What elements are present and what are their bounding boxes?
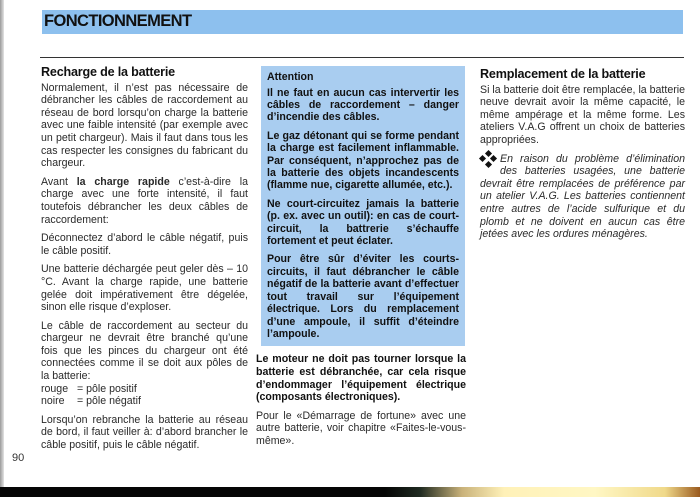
page-edge-shadow: [0, 0, 4, 488]
attention-paragraph: Le gaz détonant qui se forme pendant la charge est facilement inflammable. Par conséquent, n’approchez pas de la batterie des objets incandescents (flamme nue, cigarette allumée, etc.).: [267, 129, 459, 192]
bold-term: la charge rapide: [76, 175, 170, 188]
environment-diamonds-icon: [480, 151, 496, 167]
pole-color: rouge: [41, 382, 69, 395]
heading-replacement: Remplacement de la batterie: [480, 67, 646, 81]
pole-row: [41, 383, 248, 396]
header-divider: [40, 57, 684, 58]
attention-paragraph: Pour être sûr d’éviter les courts-circuits, il faut débrancher le câble négatif de la batterie avant d’effectuer tout travail sur l’équipement électrique. Lors du remplacement d’une ampoule, il suffit d’éteindre l’ampoule.: [267, 253, 459, 340]
environment-note-text: En raison du problème d’élimination des batteries usagées, une batterie devrait être remplacées de préférence par un atelier V.A.G. Les batteries contiennent entre autres de l’acide sulfurique et du plomb et ne doivent en aucun cas être jetées avec les ordures ménagères.: [480, 152, 685, 241]
page-number: 90: [12, 452, 25, 464]
scan-bottom-edge: [0, 487, 700, 497]
pole-meaning: = pôle négatif: [77, 395, 141, 408]
text: c’est-à-dire la charge avec une forte intensité, il faut toutefois débrancher les deux câbles de raccordement:: [41, 175, 248, 226]
right-column: [480, 68, 685, 247]
paragraph-emergency-start: Pour le «Démarrage de fortune» avec une autre batterie, voir chapitre «Faites-le-vous-même».: [256, 409, 466, 447]
pole-row: [41, 395, 248, 408]
pole-meaning: = pôle positif: [77, 382, 137, 395]
section-header-bar: [42, 10, 683, 34]
paragraph-fast-charge: [41, 176, 248, 226]
section-title: FONCTIONNEMENT: [44, 12, 192, 30]
text: Avant: [41, 175, 77, 188]
paragraph: Une batterie déchargée peut geler dès – 10 °C. Avant la charge rapide, une batterie gelée doit impérativement être dégelée, sinon elle risque d’exploser.: [41, 263, 248, 314]
text: Le câble de raccordement au secteur du chargeur ne devrait être branché qu’une fois que les pinces du chargeur ont été connectées comme il se doit aux pôles de la batterie:: [41, 319, 248, 383]
heading-recharge: Recharge de la batterie: [41, 65, 175, 79]
middle-column: [256, 66, 466, 453]
paragraph: Lorsqu’on rebranche la batterie au réseau de bord, il faut veiller à: d’abord brancher le câble positif, puis le câble négatif.: [41, 413, 248, 452]
left-column: [41, 65, 248, 458]
attention-paragraph: Il ne faut en aucun cas intervertir les câbles de raccordement – danger d’incendie des câbles.: [267, 86, 459, 124]
engine-warning: Le moteur ne doit pas tourner lorsque la batterie est débranchée, car cela risque d’endommager l’équipement électrique (composants électroniques).: [256, 353, 466, 404]
attention-title: Attention: [267, 71, 314, 83]
environment-note: [480, 153, 685, 241]
paragraph: Si la batterie doit être remplacée, la batterie neuve devrait avoir la même capacité, le même ampérage et la même forme. Les ateliers V.A.G offrent un choix de batteries appropriées.: [480, 83, 685, 146]
attention-box: [261, 66, 465, 346]
attention-paragraph: Ne court-circuitez jamais la batterie (p. ex. avec un outil): en cas de court-circuit, la battrerie s’échauffe fortement et peut éclater.: [267, 197, 459, 248]
paragraph: Normalement, il n’est pas nécessaire de débrancher les câbles de raccordement au réseau de bord lorsqu’on charge la batterie avec une faible intensité (par exemple avec un petit chargeur). Mais il faut dans tous les cas respecter les consignes du fabricant du chargeur.: [41, 81, 248, 170]
paragraph-poles: [41, 320, 248, 408]
paragraph: Déconnectez d’abord le câble négatif, puis le câble positif.: [41, 232, 248, 257]
pole-color: noire: [41, 395, 65, 408]
